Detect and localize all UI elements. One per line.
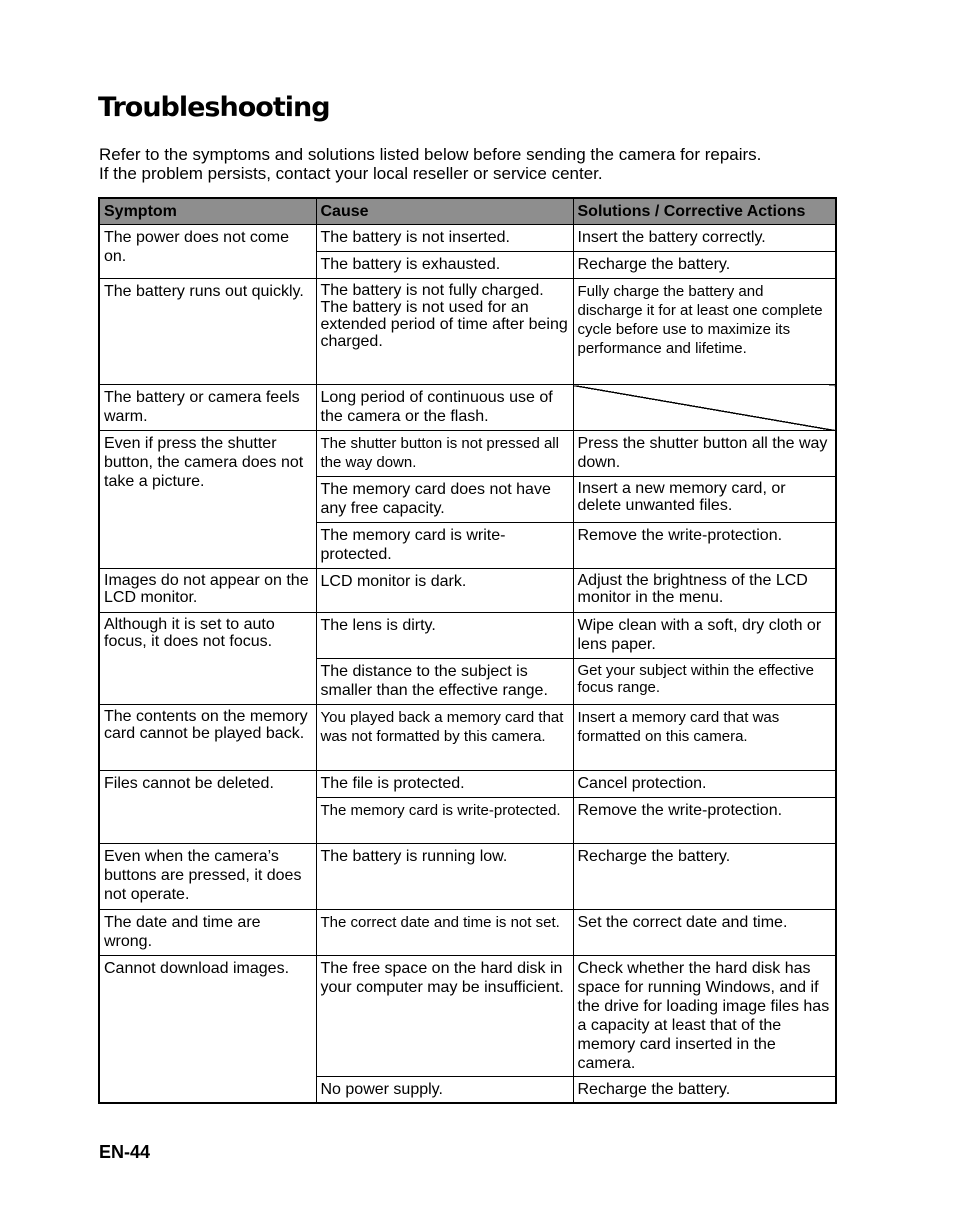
solution-cell: Insert the battery correctly.: [573, 225, 836, 252]
table-row: [99, 569, 836, 613]
solution-cell: Recharge the battery.: [573, 252, 836, 279]
solution-cell: Press the shutter button all the way down.: [573, 431, 836, 477]
cause-cell: The lens is dirty.: [316, 613, 573, 659]
symptom-cell: The power does not come on.: [99, 225, 316, 279]
symptom-cell: Cannot download images.: [99, 956, 316, 1104]
cause-cell: The distance to the subject is smaller than the effective range.: [316, 659, 573, 705]
table-row: [99, 613, 836, 659]
cause-cell: The battery is not inserted.: [316, 225, 573, 252]
cause-cell: The memory card does not have any free capacity.: [316, 477, 573, 523]
solution-cell: Recharge the battery.: [573, 844, 836, 910]
empty-solution-cell: [573, 385, 836, 431]
intro-line: If the problem persists, contact your local reseller or service center.: [99, 164, 603, 183]
cause-cell: The memory card is write-protected.: [316, 523, 573, 569]
table-row: [99, 705, 836, 771]
intro-paragraph: [99, 145, 859, 183]
solution-cell: Get your subject within the effective focus range.: [573, 659, 836, 705]
solution-cell: Set the correct date and time.: [573, 910, 836, 956]
solution-cell: Remove the write-protection.: [573, 798, 836, 844]
table-row: [99, 771, 836, 798]
cause-cell: Long period of continuous use of the camera or the flash.: [316, 385, 573, 431]
symptom-cell: The battery or camera feels warm.: [99, 385, 316, 431]
table-row: [99, 431, 836, 477]
symptom-cell: The date and time are wrong.: [99, 910, 316, 956]
symptom-cell: Images do not appear on the LCD monitor.: [99, 569, 316, 613]
solution-cell: Cancel protection.: [573, 771, 836, 798]
cause-cell: No power supply.: [316, 1077, 573, 1104]
table-row: [99, 225, 836, 252]
symptom-cell: Although it is set to auto focus, it does not focus.: [99, 613, 316, 705]
solution-cell: Insert a new memory card, or delete unwanted files.: [573, 477, 836, 523]
table-row: [99, 844, 836, 910]
header-symptom: Symptom: [99, 198, 316, 225]
header-solution: Solutions / Corrective Actions: [573, 198, 836, 225]
cause-cell: The correct date and time is not set.: [316, 910, 573, 956]
table-row: [99, 956, 836, 1077]
symptom-cell: Even if press the shutter button, the camera does not take a picture.: [99, 431, 316, 569]
cause-cell: You played back a memory card that was not formatted by this camera.: [316, 705, 573, 771]
cause-cell: LCD monitor is dark.: [316, 569, 573, 613]
cause-cell: The battery is exhausted.: [316, 252, 573, 279]
symptom-cell: The contents on the memory card cannot be played back.: [99, 705, 316, 771]
solution-cell: Check whether the hard disk has space for running Windows, and if the drive for loading image files has a capacity at least that of the memory card inserted in the camera.: [573, 956, 836, 1077]
table-header-row: [99, 198, 836, 225]
solution-cell: Insert a memory card that was formatted on this camera.: [573, 705, 836, 771]
symptom-cell: The battery runs out quickly.: [99, 279, 316, 385]
cause-cell: The file is protected.: [316, 771, 573, 798]
troubleshooting-table: [98, 197, 837, 1104]
cause-cell: The memory card is write-protected.: [316, 798, 573, 844]
solution-cell: Remove the write-protection.: [573, 523, 836, 569]
table-row: [99, 279, 836, 385]
cause-cell: The shutter button is not pressed all the way down.: [316, 431, 573, 477]
intro-line: Refer to the symptoms and solutions listed below before sending the camera for repairs.: [99, 145, 762, 164]
solution-cell: Recharge the battery.: [573, 1077, 836, 1104]
cause-cell: The free space on the hard disk in your computer may be insufficient.: [316, 956, 573, 1077]
solution-cell: Fully charge the battery and discharge it for at least one complete cycle before use to maximize its performance and lifetime.: [573, 279, 836, 385]
cause-cell: The battery is not fully charged. The battery is not used for an extended period of time after being charged.: [316, 279, 573, 385]
symptom-cell: Even when the camera’s buttons are pressed, it does not operate.: [99, 844, 316, 910]
solution-cell: Adjust the brightness of the LCD monitor in the menu.: [573, 569, 836, 613]
cause-cell: The battery is running low.: [316, 844, 573, 910]
page-number: EN-44: [99, 1142, 151, 1162]
table-row: [99, 385, 836, 431]
symptom-cell: Files cannot be deleted.: [99, 771, 316, 844]
page-title: Troubleshooting: [98, 92, 330, 123]
table-row: [99, 910, 836, 956]
header-cause: Cause: [316, 198, 573, 225]
solution-cell: Wipe clean with a soft, dry cloth or lens paper.: [573, 613, 836, 659]
